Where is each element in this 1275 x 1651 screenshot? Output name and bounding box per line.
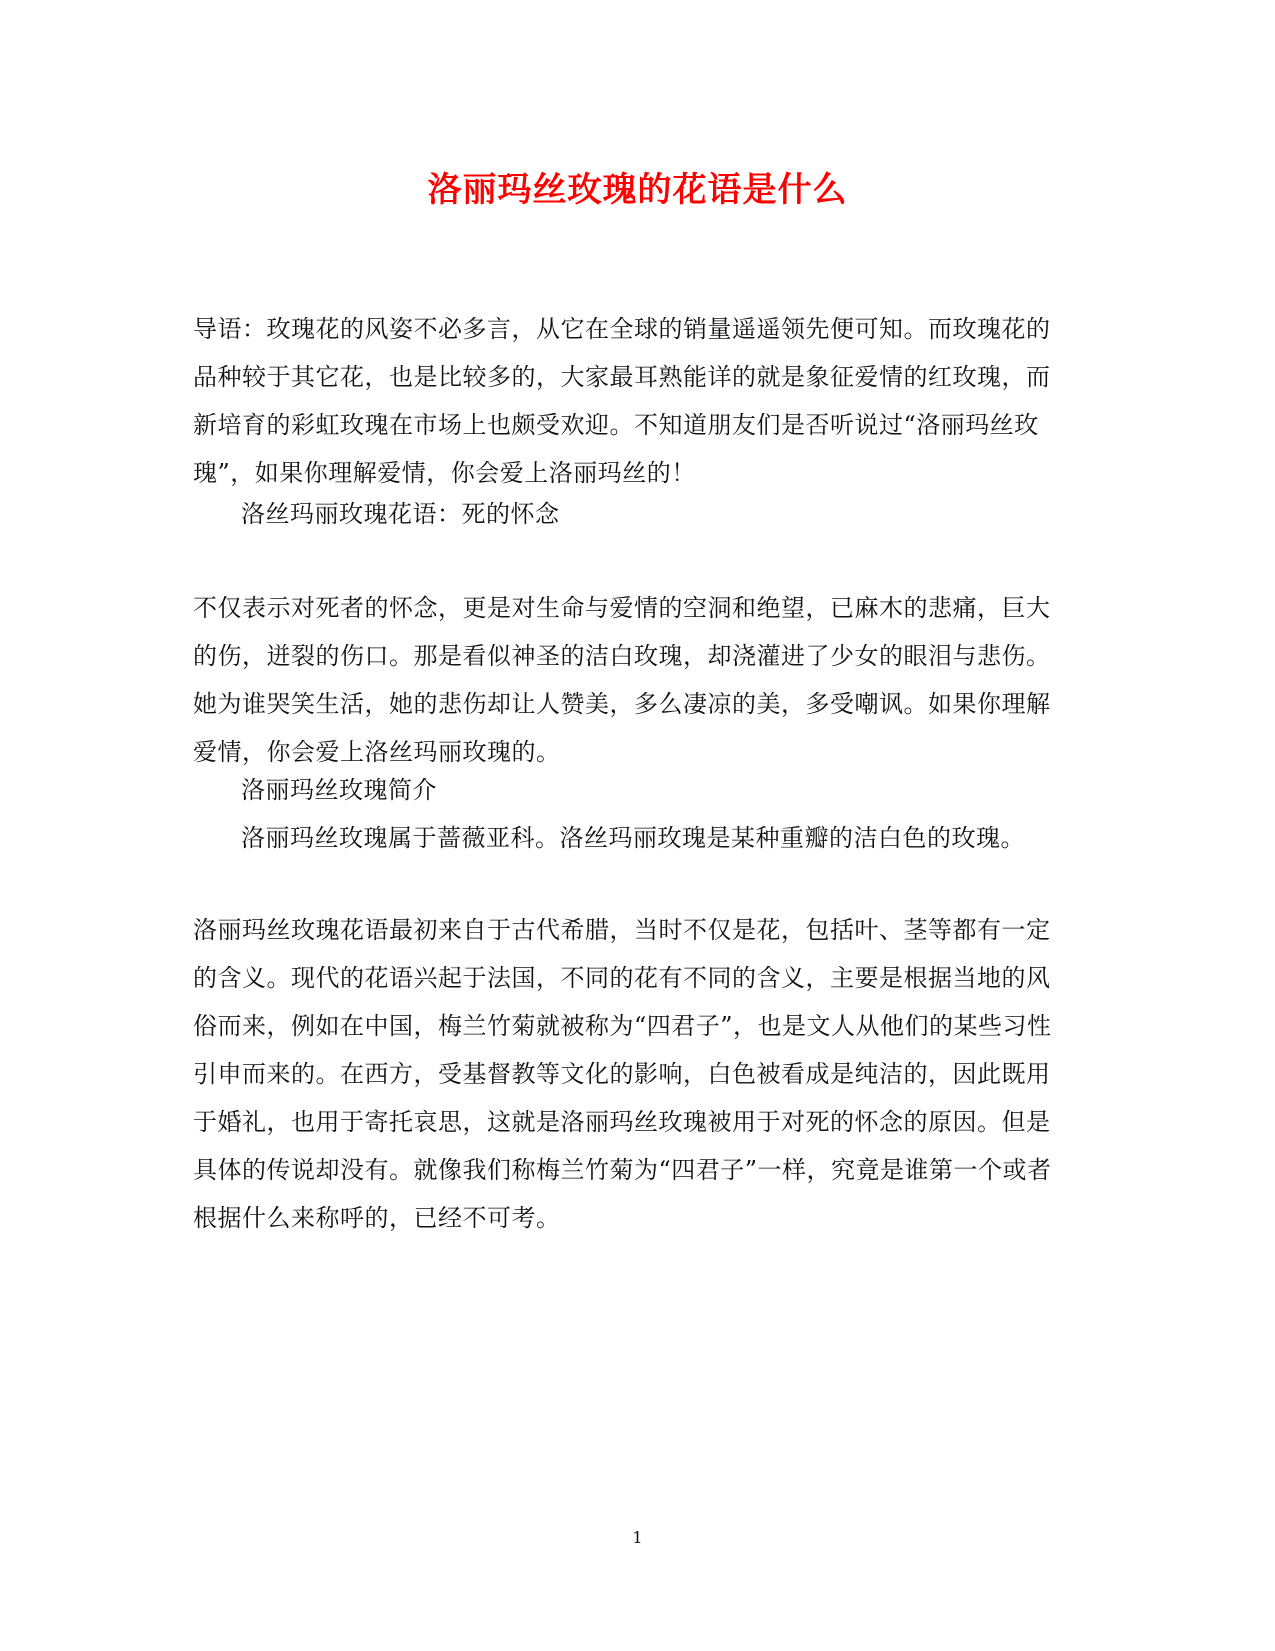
meaning-paragraph: 不仅表示对死者的怀念，更是对生命与爱情的空洞和绝望，已麻木的悲痛，巨大的伤，迸裂的伤口。那是看似神圣的洁白玫瑰，却浇灌进了少女的眼泪与悲伤。她为谁哭笑生活，她的悲伤却让人赞美，多么凄凉的美，多受嘲讽。如果你理解爱情，你会爱上洛丝玛丽玫瑰的。 — [193, 594, 1051, 766]
origin-paragraph: 洛丽玛丝玫瑰花语最初来自于古代希腊，当时不仅是花，包括叶、茎等都有一定的含义。现代的花语兴起于法国，不同的花有不同的含义，主要是根据当地的风俗而来，例如在中国，梅兰竹菊就被称为“四君子”，也是文人从他们的某些习性引申而来的。在西方，受基督教等文化的影响，白色被看成是纯洁的，因此既用于婚礼，也用于寄托哀思，这就是洛丽玛丝玫瑰被用于对死的怀念的原因。但是具体的传说却没有。就像我们称梅兰竹菊为“四君子”一样，究竟是谁第一个或者根据什么来称呼的，已经不可考。 — [193, 916, 1052, 1232]
page-number: 1 — [632, 1528, 643, 1547]
document-title: 洛丽玛丝玫瑰的花语是什么 — [427, 170, 848, 210]
classification-paragraph: 洛丽玛丝玫瑰属于蔷薇亚科。洛丝玛丽玫瑰是某种重瓣的洁白色的玫瑰。 — [241, 824, 1025, 852]
intro-heading: 洛丽玛丝玫瑰简介 — [241, 776, 437, 804]
flower-language-heading: 洛丝玛丽玫瑰花语：死的怀念 — [241, 500, 560, 528]
intro-paragraph: 导语：玫瑰花的风姿不必多言，从它在全球的销量遥遥领先便可知。而玫瑰花的品种较于其它花，也是比较多的，大家最耳熟能详的就是象征爱情的红玫瑰，而新培育的彩虹玫瑰在市场上也颇受欢迎。不知道朋友们是否听说过“洛丽玛丝玫瑰”，如果你理解爱情，你会爱上洛丽玛丝的！ — [193, 315, 1051, 487]
